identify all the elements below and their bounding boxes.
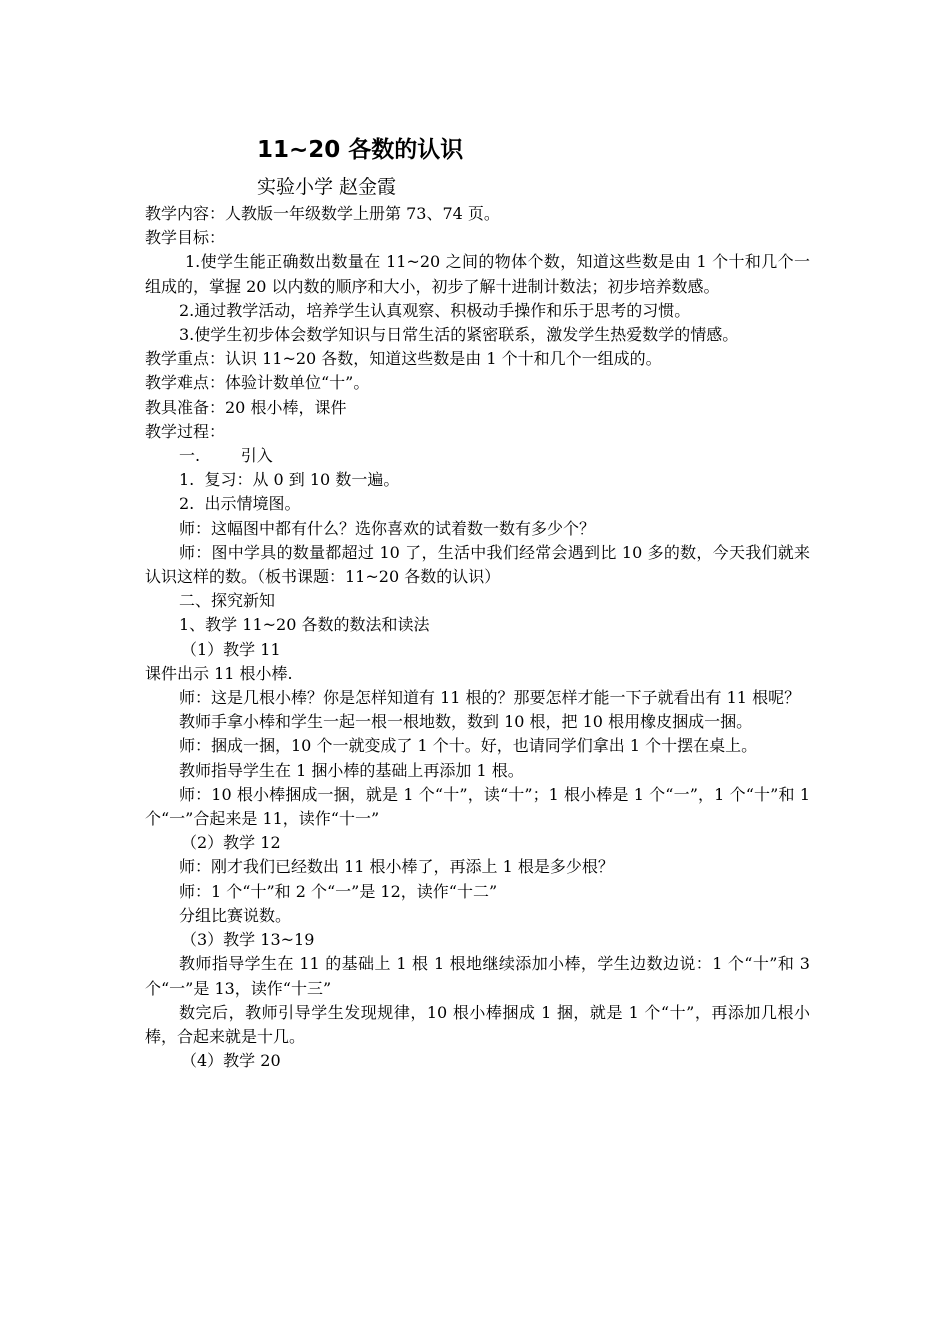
intro-step-1: 1. 复习：从 0 到 10 数一遍。 [179,470,400,490]
teaching-focus: 教学重点：认识 11~20 各数，知道这些数是由 1 个十和几个一组成的。 [145,349,662,369]
paragraph: 师：这是几根小棒？你是怎样知道有 11 根的？那要怎样才能一下子就看出有 11 根呢？ [179,688,801,708]
paragraph: 师：10 根小棒捆成一捆，就是 1 个“十”，读“十”；1 根小棒是 1 个“一”，1 个“十”和 1 个“一”合起来是 11，读作“十一” [145,784,816,829]
subsection-teach-13-19: （3）教学 13~19 [181,930,315,950]
subsection-teach-12: （2）教学 12 [181,833,281,853]
goal-2: 2.通过教学活动，培养学生认真观察、积极动手操作和乐于思考的习惯。 [179,300,691,320]
goal-1: 1.使学生能正确数出数量在 11~20 之间的物体个数，知道这些数是由 1 个十和几个一组成的，掌握 20 以内数的顺序和大小，初步了解十进制计数法；初步培养数感。 [145,252,810,296]
author-line: 实验小学 赵金霞 [257,176,397,198]
paragraph: 师：1 个“十”和 2 个“一”是 12，读作“十二” [179,881,498,901]
section-intro: 一. 引入 [179,446,273,466]
document-title: 11~20 各数的认识 [257,137,464,163]
paragraph: 教师手拿小棒和学生一起一根一根地数，数到 10 根，把 10 根用橡皮捆成一捆。 [179,712,753,732]
teaching-materials: 教具准备：20 根小棒，课件 [145,397,347,417]
goal-3: 3.使学生初步体会数学知识与日常生活的紧密联系，激发学生热爱数学的情感。 [179,325,739,345]
paragraph: 教师指导学生在 1 捆小棒的基础上再添加 1 根。 [179,760,524,780]
paragraph: 师：刚才我们已经数出 11 根小棒了，再添上 1 根是多少根？ [179,857,614,877]
teaching-goals-heading: 教学目标： [145,228,226,248]
teaching-difficulty: 教学难点：体验计数单位“十”。 [145,373,370,393]
paragraph: 分组比赛说数。 [179,905,292,925]
paragraph: 课件出示 11 根小棒. [145,663,293,683]
teaching-content: 教学内容：人教版一年级数学上册第 73、74 页。 [145,204,500,223]
paragraph: 师：捆成一捆，10 个一就变成了 1 个十。好，也请同学们拿出 1 个十摆在桌上。 [179,736,758,756]
document-page [145,128,816,1073]
subsection-teach-20: （4）教学 20 [181,1051,281,1071]
subsection-teach-11: （1）教学 11 [181,639,281,659]
paragraph: 师：这幅图中都有什么？选你喜欢的试着数一数有多少个？ [179,518,596,538]
paragraph: 师：图中学具的数量都超过 10 了，生活中我们经常会遇到比 10 多的数，今天我们就来认识这样的数。（板书课题：11~20 各数的认识） [145,542,810,587]
paragraph: 教师指导学生在 11 的基础上 1 根 1 根地继续添加小棒，学生边数边说：1 个“十”和 3 个“一”是 13，读作“十三” [145,954,816,998]
paragraph: 数完后，教师引导学生发现规律，10 根小棒捆成 1 捆，就是 1 个“十”，再添加几根小棒，合起来就是十几。 [145,1002,810,1046]
teaching-process-heading: 教学过程： [145,421,226,441]
intro-step-2: 2. 出示情境图。 [179,494,301,514]
section-explore: 二、探究新知 [179,591,276,611]
subsection-1: 1、教学 11~20 各数的数法和读法 [179,615,430,635]
